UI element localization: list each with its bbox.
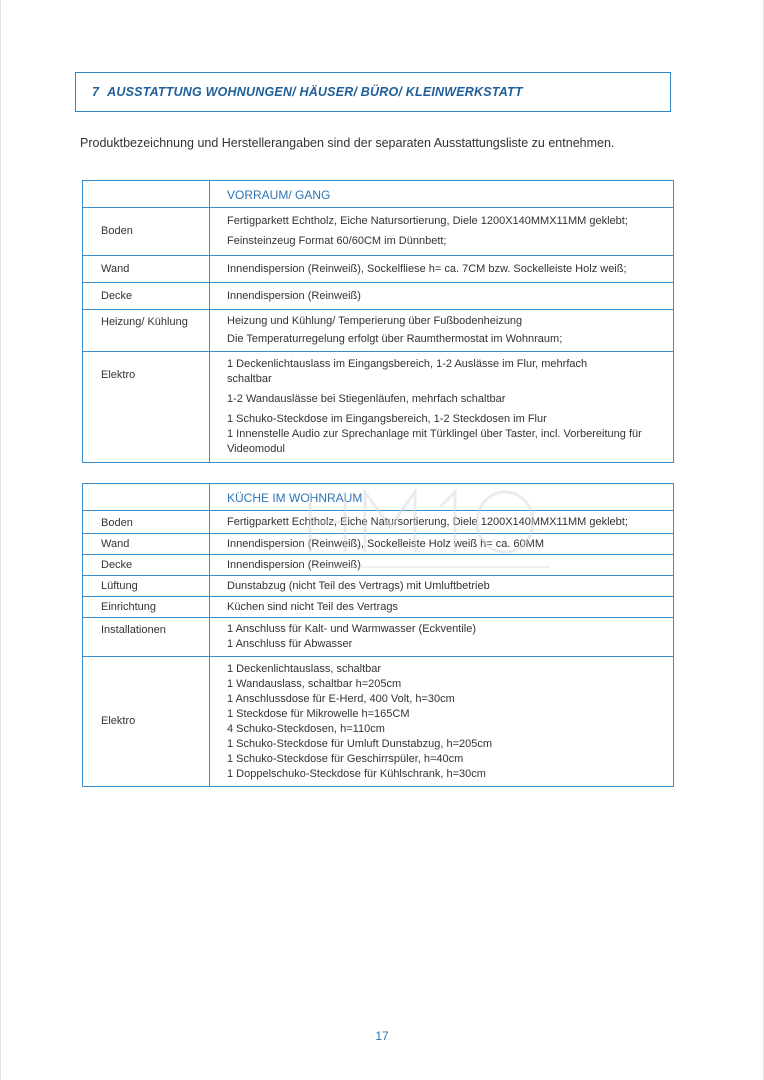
row-line: Innendispersion (Reinweiß) [227, 289, 361, 302]
row-value [210, 576, 674, 597]
row-line: Feinsteinzeug Format 60/60CM im Dünnbett; [227, 235, 447, 247]
table-row [83, 597, 674, 618]
row-line: 1 Schuko-Steckdose für Geschirrspüler, h=40cm [227, 752, 464, 765]
table-row [83, 208, 674, 256]
table-header-empty [83, 181, 210, 208]
row-line: 1 Wandauslass, schaltbar h=205cm [227, 677, 402, 690]
table-title-kueche: KÜCHE IM WOHNRAUM [227, 491, 363, 505]
row-label: Decke [83, 555, 210, 576]
row-label: Lüftung [83, 576, 210, 597]
row-value [210, 555, 674, 576]
row-line: Dunstabzug (nicht Teil des Vertrags) mit Umluftbetrieb [227, 579, 490, 592]
table-row [83, 256, 674, 283]
row-label: Installationen [83, 618, 210, 657]
row-value [210, 597, 674, 618]
row-label: Einrichtung [83, 597, 210, 618]
spec-table-vorraum [82, 180, 674, 463]
row-value [210, 256, 674, 283]
row-line: 1 Schuko-Steckdose im Eingangsbereich, 1-2 Steckdosen im Flur [227, 413, 547, 425]
row-line: Die Temperaturregelung erfolgt über Raumthermostat im Wohnraum; [227, 333, 563, 345]
row-value [210, 283, 674, 310]
row-value [210, 511, 674, 534]
row-value [210, 208, 674, 256]
table-row [83, 576, 674, 597]
row-label: Elektro [83, 352, 210, 463]
row-line: 1 Anschlussdose für E-Herd, 400 Volt, h=30cm [227, 692, 455, 705]
row-label: Boden [83, 511, 210, 534]
row-label: Wand [83, 256, 210, 283]
intro-text: Produktbezeichnung und Herstellerangaben sind der separaten Ausstattungsliste zu entnehmen. [80, 136, 615, 150]
page-number: 17 [375, 1029, 389, 1043]
row-line: schaltbar [227, 373, 272, 385]
row-line: 1 Innenstelle Audio zur Sprechanlage mit Türklingel über Taster, incl. Vorbereitung für [227, 428, 642, 440]
row-line: 4 Schuko-Steckdosen, h=110cm [227, 722, 385, 735]
row-label: Heizung/ Kühlung [83, 310, 210, 352]
row-line: 1 Doppelschuko-Steckdose für Kühlschrank, h=30cm [227, 767, 486, 780]
table-row [83, 310, 674, 352]
row-line: 1 Deckenlichtauslass im Eingangsbereich, 1-2 Auslässe im Flur, mehrfach [227, 358, 588, 370]
table-header-cell [210, 484, 674, 511]
row-label: Decke [83, 283, 210, 310]
row-line: Fertigparkett Echtholz, Eiche Natursortierung, Diele 1200X140MMX11MM geklebt; [227, 515, 628, 528]
row-line: Küchen sind nicht Teil des Vertrags [227, 600, 399, 613]
row-label: Elektro [83, 657, 210, 787]
table-title-vorraum: VORRAUM/ GANG [227, 188, 331, 202]
table-header-row [83, 484, 674, 511]
row-value [210, 352, 674, 463]
section-heading-box [75, 72, 671, 112]
row-value [210, 534, 674, 555]
spec-table-kueche [82, 483, 674, 787]
table-row [83, 352, 674, 463]
row-line: 1 Anschluss für Kalt- und Warmwasser (Eckventile) [227, 623, 477, 635]
section-heading [92, 85, 523, 99]
row-label: Wand [83, 534, 210, 555]
table-row [83, 283, 674, 310]
row-line: Heizung und Kühlung/ Temperierung über Fußbodenheizung [227, 315, 523, 327]
row-line: Innendispersion (Reinweiß), Sockelfliese h= ca. 7CM bzw. Sockelleiste Holz weiß; [227, 262, 627, 275]
table-row [83, 555, 674, 576]
page-edge-left [0, 0, 1, 1080]
row-value [210, 310, 674, 352]
row-label: Boden [83, 208, 210, 256]
row-line: 1 Schuko-Steckdose für Umluft Dunstabzug, h=205cm [227, 737, 493, 750]
row-line: 1-2 Wandauslässe bei Stiegenläufen, mehrfach schaltbar [227, 393, 506, 405]
row-line: 1 Deckenlichtauslass, schaltbar [227, 662, 382, 675]
row-value [210, 657, 674, 787]
row-line: Fertigparkett Echtholz, Eiche Natursortierung, Diele 1200X140MMX11MM geklebt; [227, 215, 628, 227]
row-line: Innendispersion (Reinweiß) [227, 558, 361, 571]
table-row [83, 657, 674, 787]
table-row [83, 534, 674, 555]
table-row [83, 618, 674, 657]
section-number: 7 [92, 85, 100, 99]
table-header-row [83, 181, 674, 208]
row-line: 1 Steckdose für Mikrowelle h=165CM [227, 707, 410, 720]
table-row [83, 511, 674, 534]
row-line: 1 Anschluss für Abwasser [227, 638, 353, 650]
table-header-cell [210, 181, 674, 208]
table-header-empty [83, 484, 210, 511]
row-line: Videomodul [227, 443, 285, 455]
section-title: AUSSTATTUNG WOHNUNGEN/ HÄUSER/ BÜRO/ KLEINWERKSTATT [107, 85, 523, 99]
row-line: Innendispersion (Reinweiß), Sockelleiste Holz weiß h= ca. 60MM [227, 537, 544, 550]
row-value [210, 618, 674, 657]
